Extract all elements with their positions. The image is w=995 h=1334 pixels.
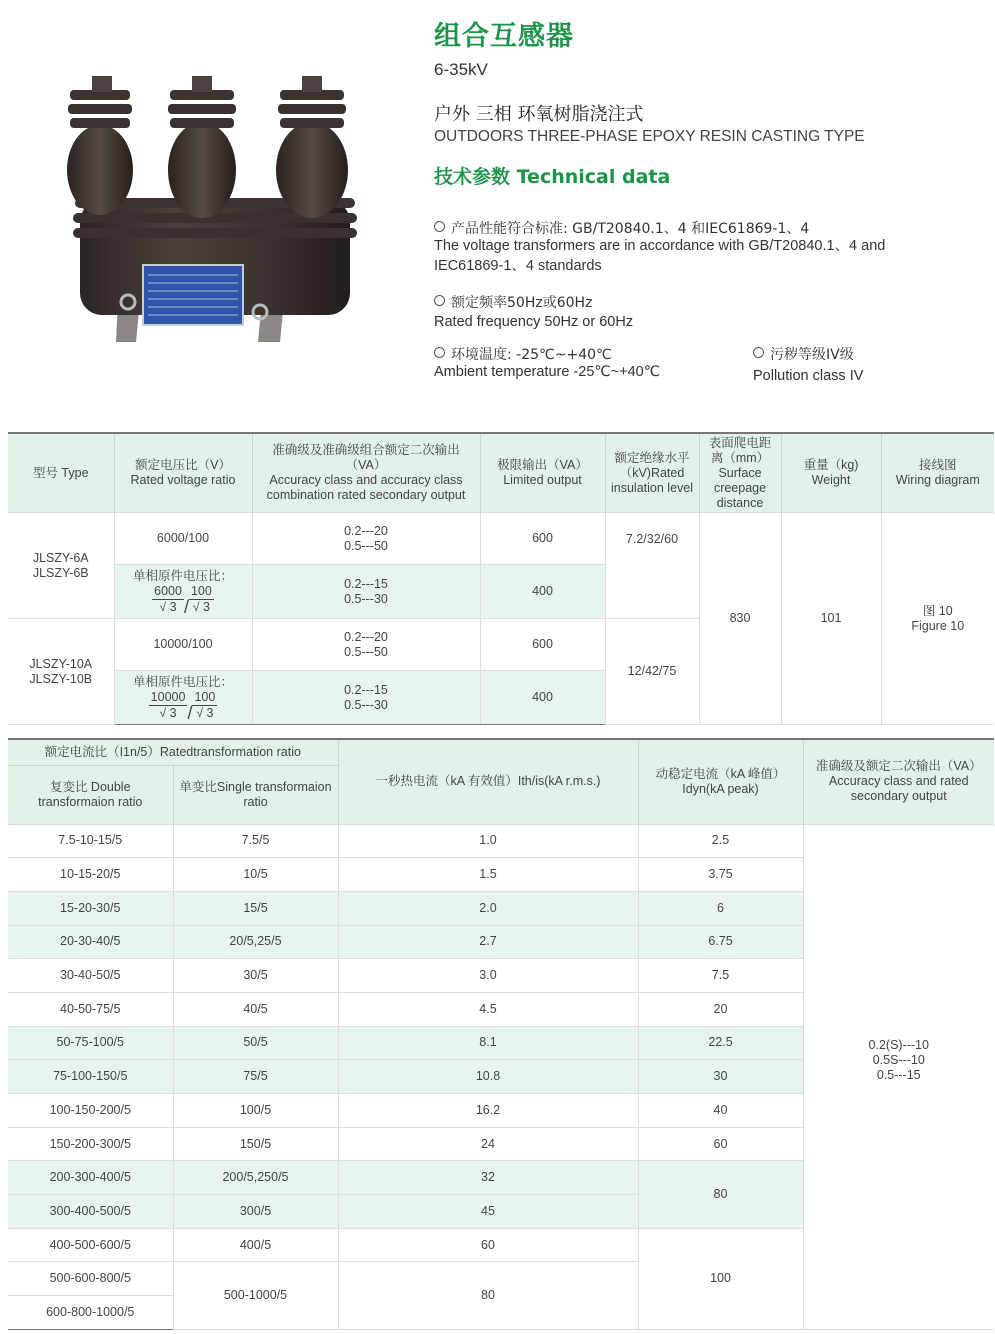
thermal-cell: 1.0: [338, 824, 638, 858]
thermal-cell: 2.0: [338, 891, 638, 925]
temperature-cn: [434, 344, 612, 364]
header-rated-voltage-ratio: 额定电压比（V） Rated voltage ratio: [114, 433, 252, 513]
dynamic-cell: 80: [638, 1161, 803, 1228]
double-ratio-cell: 15-20-30/5: [8, 891, 173, 925]
single-ratio-cell: 10/5: [173, 858, 338, 892]
dynamic-cell: 20: [638, 992, 803, 1026]
single-ratio-label: 单相原件电压比：: [132, 568, 233, 583]
thermal-cell: 8.1: [338, 1026, 638, 1060]
double-ratio-cell: 600-800-1000/5: [8, 1296, 173, 1330]
description-en: OUTDOORS THREE-PHASE EPOXY RESIN CASTING TYPE: [434, 128, 865, 145]
double-ratio-cell: 20-30-40/5: [8, 925, 173, 959]
single-ratio-cell: 30/5: [173, 959, 338, 993]
technical-data-heading: 技术参数 Technical data: [434, 166, 671, 188]
single-ratio-cell: 200/5,250/5: [173, 1161, 338, 1195]
single-ratio-cell: [114, 565, 252, 619]
thermal-cell: 32: [338, 1161, 638, 1195]
table-row: [8, 513, 994, 565]
sqrt-icon: √: [159, 599, 167, 614]
page-title: 组合互感器: [434, 21, 574, 52]
fraction-denominator: 3: [169, 599, 177, 614]
single-ratio-cell: 75/5: [173, 1060, 338, 1094]
fraction-numerator: 6000: [154, 583, 182, 598]
fraction-numerator: 10000: [150, 689, 186, 704]
header-limited-output: 极限输出（VA） Limited output: [480, 433, 605, 513]
temperature-cn-text: 环境温度: -25℃~+40℃: [451, 347, 612, 363]
accuracy-cell: 0.2---15 0.5---30: [252, 671, 480, 725]
standard-cn-text: 产品性能符合标准: GB/T20840.1、4 和IEC61869-1、4: [451, 221, 810, 237]
type-cell: JLSZY-10A JLSZY-10B: [8, 619, 114, 725]
ratio-cell: 6000/100: [114, 513, 252, 565]
double-ratio-cell: 7.5-10-15/5: [8, 824, 173, 858]
header-rated-transformation-ratio: 额定电流比（I1n/5）Ratedtransformation ratio: [8, 739, 338, 765]
voltage-transformer-table: [8, 432, 994, 725]
thermal-cell: 24: [338, 1127, 638, 1161]
ratio-cell: 10000/100: [114, 619, 252, 671]
single-ratio-cell: 500-1000/5: [173, 1262, 338, 1329]
pollution-cn-text: 污秽等级IV级: [770, 347, 854, 363]
single-ratio-cell: [114, 671, 252, 725]
fraction-denominator: 3: [169, 705, 177, 720]
thermal-cell: 45: [338, 1195, 638, 1229]
dynamic-cell: 7.5: [638, 959, 803, 993]
frequency-cn: [434, 292, 592, 312]
thermal-cell: 16.2: [338, 1094, 638, 1128]
insulation-cell: 12/42/75: [605, 619, 699, 725]
double-ratio-cell: 50-75-100/5: [8, 1026, 173, 1060]
single-ratio-label: 单相原件电压比：: [132, 674, 233, 689]
product-image: [40, 70, 370, 365]
single-ratio-cell: 40/5: [173, 992, 338, 1026]
dynamic-cell: 6.75: [638, 925, 803, 959]
fraction-denominator: 3: [202, 599, 210, 614]
header-insulation-level: 额定绝缘水平 （kV)Rated insulation level: [605, 433, 699, 513]
single-ratio-cell: 400/5: [173, 1228, 338, 1262]
creepage-cell: 830: [699, 513, 781, 725]
thermal-cell: 3.0: [338, 959, 638, 993]
limit-cell: 400: [480, 671, 605, 725]
header-dynamic-current: 动稳定电流（kA 峰值） Idyn(kA peak): [638, 739, 803, 824]
dynamic-cell: 3.75: [638, 858, 803, 892]
dynamic-cell: 2.5: [638, 824, 803, 858]
header-accuracy-class: 准确级及准确级组合额定二次输出（VA） Accuracy class and accuracy class combination rated secondary output: [252, 433, 480, 513]
fraction-numerator: 100: [190, 583, 212, 598]
standard-cn: [434, 218, 809, 238]
slash-icon: /: [187, 702, 193, 723]
single-ratio-cell: 15/5: [173, 891, 338, 925]
double-ratio-cell: 10-15-20/5: [8, 858, 173, 892]
sqrt-icon: √: [159, 705, 167, 720]
double-ratio-cell: 200-300-400/5: [8, 1161, 173, 1195]
double-ratio-cell: 40-50-75/5: [8, 992, 173, 1026]
single-ratio-cell: 150/5: [173, 1127, 338, 1161]
bullet-icon: [434, 295, 445, 306]
slash-icon: /: [183, 596, 189, 617]
accuracy-output-cell: 0.2(S)---10 0.5S---10 0.5---15: [803, 824, 994, 1329]
thermal-cell: 4.5: [338, 992, 638, 1026]
dynamic-cell: 60: [638, 1127, 803, 1161]
double-ratio-cell: 300-400-500/5: [8, 1195, 173, 1229]
header-accuracy-output: 准确级及额定二次输出（VA） Accuracy class and rated secondary output: [803, 739, 994, 824]
header-creepage-distance: 表面爬电距 离（mm） Surface creepage distance: [699, 433, 781, 513]
thermal-cell: 10.8: [338, 1060, 638, 1094]
thermal-cell: 60: [338, 1228, 638, 1262]
single-ratio-cell: 7.5/5: [173, 824, 338, 858]
bullet-icon: [434, 221, 445, 232]
fraction-denominator: 3: [206, 705, 214, 720]
voltage-range: 6-35kV: [434, 60, 488, 79]
single-ratio-cell: 300/5: [173, 1195, 338, 1229]
thermal-cell: 2.7: [338, 925, 638, 959]
dynamic-cell: 6: [638, 891, 803, 925]
single-ratio-cell: 100/5: [173, 1094, 338, 1128]
wiring-cell: 图 10 Figure 10: [881, 513, 994, 725]
header-thermal-current: 一秒热电流（kA 有效值）Ith/is(kA r.m.s.): [338, 739, 638, 824]
header-type: 型号 Type: [8, 433, 114, 513]
accuracy-cell: 0.2---15 0.5---30: [252, 565, 480, 619]
header-wiring-diagram: 接线图 Wiring diagram: [881, 433, 994, 513]
header-single-ratio: 单变比Single transformaion ratio: [173, 765, 338, 824]
standard-en-2: IEC61869-1、4 standards: [434, 258, 602, 274]
dynamic-cell: 22.5: [638, 1026, 803, 1060]
table-row: [8, 824, 994, 858]
insulation-cell: 7.2/32/60: [605, 513, 699, 619]
type-cell: JLSZY-6A JLSZY-6B: [8, 513, 114, 619]
double-ratio-cell: 400-500-600/5: [8, 1228, 173, 1262]
description-cn: 户外 三相 环氧树脂浇注式: [434, 104, 644, 125]
single-ratio-cell: 20/5,25/5: [173, 925, 338, 959]
accuracy-cell: 0.2---20 0.5---50: [252, 619, 480, 671]
standard-en-1: The voltage transformers are in accordance with GB/T20840.1、4 and: [434, 238, 886, 254]
thermal-cell: 80: [338, 1262, 638, 1329]
thermal-cell: 1.5: [338, 858, 638, 892]
double-ratio-cell: 100-150-200/5: [8, 1094, 173, 1128]
pollution-cn: [753, 344, 854, 364]
double-ratio-cell: 30-40-50/5: [8, 959, 173, 993]
frequency-cn-text: 额定频率50Hz或60Hz: [451, 295, 593, 311]
limit-cell: 400: [480, 565, 605, 619]
temperature-en: Ambient temperature -25℃~+40℃: [434, 364, 661, 380]
header-double-ratio: 复变比 Double transformaion ratio: [8, 765, 173, 824]
weight-cell: 101: [781, 513, 881, 725]
double-ratio-cell: 150-200-300/5: [8, 1127, 173, 1161]
frequency-en: Rated frequency 50Hz or 60Hz: [434, 314, 634, 330]
header-weight: 重量（kg) Weight: [781, 433, 881, 513]
dynamic-cell: 40: [638, 1094, 803, 1128]
bullet-icon: [753, 347, 764, 358]
limit-cell: 600: [480, 513, 605, 565]
sqrt-icon: √: [192, 599, 200, 614]
single-ratio-cell: 50/5: [173, 1026, 338, 1060]
accuracy-cell: 0.2---20 0.5---50: [252, 513, 480, 565]
double-ratio-cell: 500-600-800/5: [8, 1262, 173, 1296]
fraction-numerator: 100: [194, 689, 216, 704]
sqrt-icon: √: [196, 705, 203, 720]
dynamic-cell: 100: [638, 1228, 803, 1329]
double-ratio-cell: 75-100-150/5: [8, 1060, 173, 1094]
bullet-icon: [434, 347, 445, 358]
current-transformer-table: [8, 738, 994, 1330]
dynamic-cell: 30: [638, 1060, 803, 1094]
pollution-en: Pollution class IV: [753, 368, 864, 384]
limit-cell: 600: [480, 619, 605, 671]
